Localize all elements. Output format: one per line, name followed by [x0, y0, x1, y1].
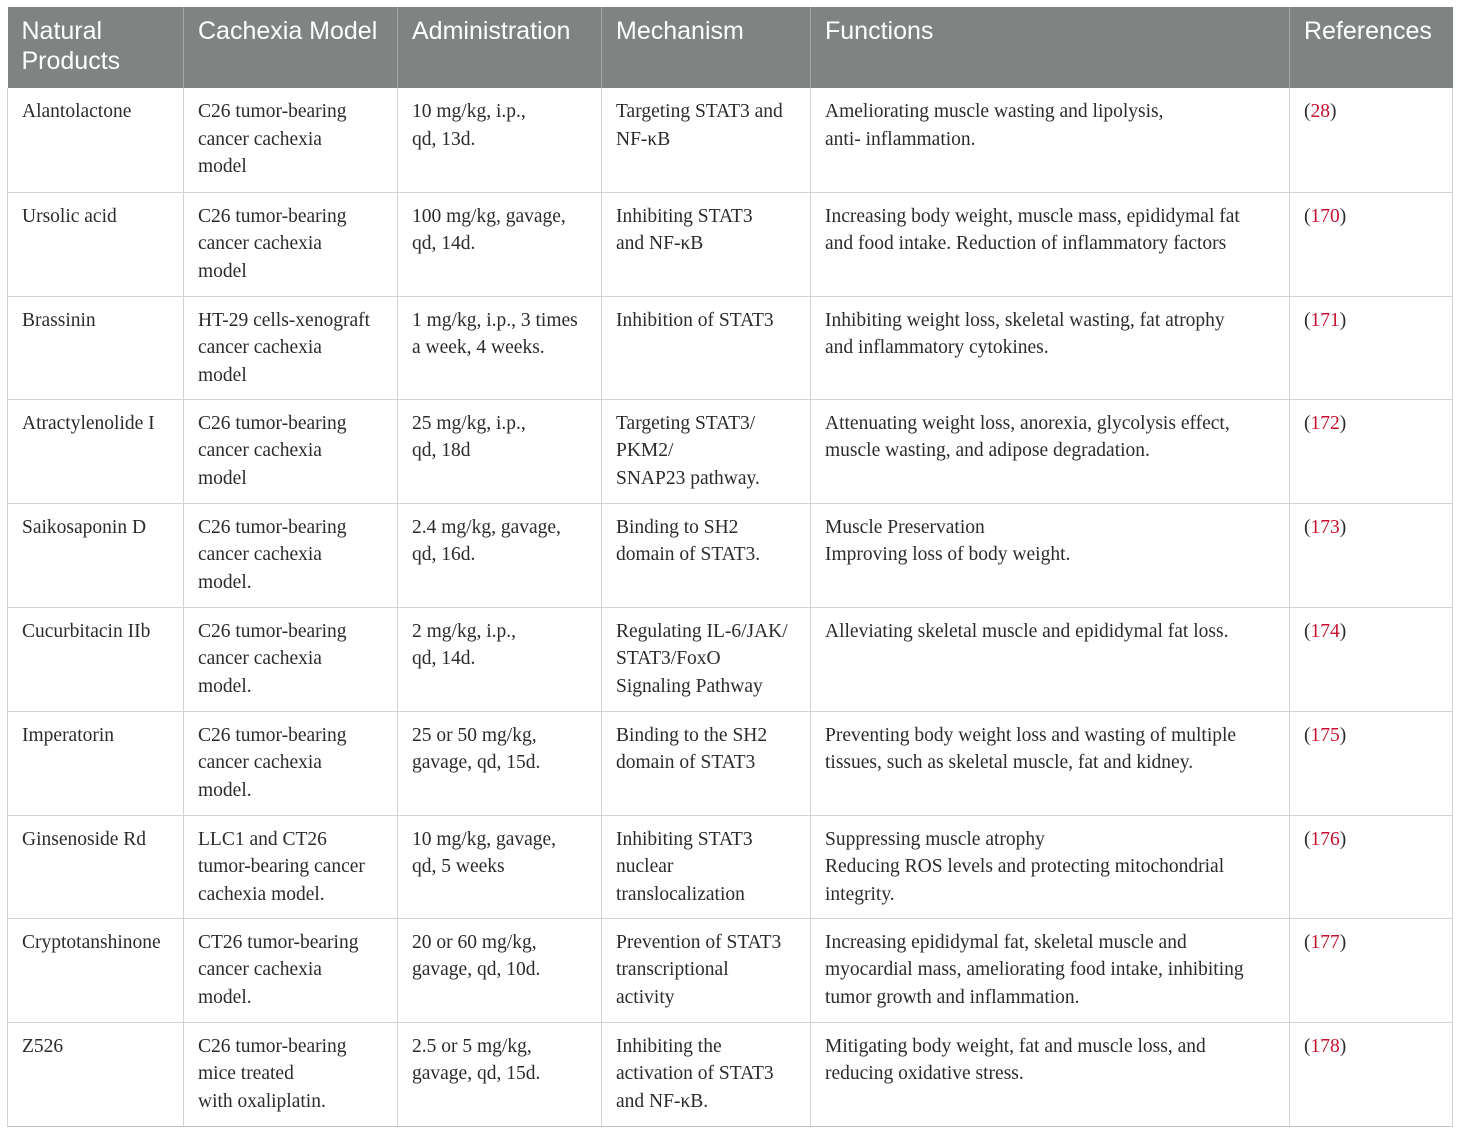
table-row — [8, 192, 1453, 296]
reference-open-paren: ( — [1304, 101, 1311, 122]
mechanism-cell: Inhibiting the activation of STAT3 and NF-κB. — [602, 1022, 811, 1126]
reference-close-paren: ) — [1330, 101, 1337, 122]
mechanism-cell: Targeting STAT3 and NF-κB — [602, 88, 811, 192]
functions-cell: Increasing body weight, muscle mass, epididymal fat and food intake. Reduction of inflammatory factors — [811, 192, 1290, 296]
reference-open-paren: ( — [1304, 412, 1311, 434]
table-row — [8, 399, 1453, 503]
mechanism-cell: Binding to the SH2 domain of STAT3 — [602, 711, 811, 815]
functions-cell: Suppressing muscle atrophy Reducing ROS levels and protecting mitochondrial integrity. — [811, 815, 1290, 918]
cachexia-model-cell: C26 tumor-bearing cancer cachexia model. — [184, 607, 398, 711]
header-natural-products: Natural Products — [8, 7, 184, 88]
natural-products-table — [7, 7, 1453, 1127]
table-row — [8, 711, 1453, 815]
product-name-cell: Alantolactone — [8, 88, 184, 192]
header-functions: Functions — [811, 7, 1290, 88]
reference-cell — [1290, 88, 1453, 192]
table-row — [8, 503, 1453, 607]
reference-link[interactable]: 28 — [1310, 101, 1330, 122]
cachexia-model-cell: HT-29 cells-xenograft cancer cachexia model — [184, 296, 398, 399]
reference-close-paren: ) — [1339, 516, 1347, 538]
administration-cell: 10 mg/kg, i.p., qd, 13d. — [398, 88, 602, 192]
functions-cell: Alleviating skeletal muscle and epididymal fat loss. — [811, 607, 1290, 711]
product-name-cell: Cucurbitacin IIb — [8, 607, 184, 711]
reference-open-paren: ( — [1304, 309, 1311, 331]
mechanism-cell: Targeting STAT3/ PKM2/ SNAP23 pathway. — [602, 399, 811, 503]
reference-open-paren: ( — [1304, 828, 1311, 850]
product-name-cell: Ursolic acid — [8, 192, 184, 296]
reference-link[interactable]: 177 — [1310, 931, 1340, 953]
reference-cell — [1290, 815, 1453, 918]
administration-cell: 10 mg/kg, gavage, qd, 5 weeks — [398, 815, 602, 918]
header-cachexia-model: Cachexia Model — [184, 7, 398, 88]
table-row — [8, 296, 1453, 399]
functions-cell: Preventing body weight loss and wasting of multiple tissues, such as skeletal muscle, fat and kidney. — [811, 711, 1290, 815]
administration-cell: 2 mg/kg, i.p., qd, 14d. — [398, 607, 602, 711]
reference-link[interactable]: 170 — [1310, 205, 1340, 227]
product-name-cell: Ginsenoside Rd — [8, 815, 184, 918]
mechanism-cell: Inhibiting STAT3 nuclear translocalization — [602, 815, 811, 918]
reference-open-paren: ( — [1304, 931, 1311, 953]
cachexia-model-cell: C26 tumor-bearing cancer cachexia model — [184, 88, 398, 192]
header-administration: Administration — [398, 7, 602, 88]
reference-open-paren: ( — [1304, 620, 1311, 642]
functions-cell: Ameliorating muscle wasting and lipolysis, anti- inflammation. — [811, 88, 1290, 192]
table-body — [8, 88, 1453, 1126]
administration-cell: 25 mg/kg, i.p., qd, 18d — [398, 399, 602, 503]
functions-cell: Attenuating weight loss, anorexia, glycolysis effect, muscle wasting, and adipose degradation. — [811, 399, 1290, 503]
mechanism-cell: Inhibition of STAT3 — [602, 296, 811, 399]
reference-open-paren: ( — [1304, 1035, 1311, 1057]
header-references: References — [1290, 7, 1453, 88]
table-row — [8, 607, 1453, 711]
product-name-cell: Z526 — [8, 1022, 184, 1126]
cachexia-model-cell: C26 tumor-bearing cancer cachexia model. — [184, 711, 398, 815]
reference-open-paren: ( — [1304, 516, 1311, 538]
cachexia-model-cell: C26 tumor-bearing mice treated with oxaliplatin. — [184, 1022, 398, 1126]
cachexia-model-cell: C26 tumor-bearing cancer cachexia model. — [184, 503, 398, 607]
cachexia-model-cell: C26 tumor-bearing cancer cachexia model — [184, 192, 398, 296]
reference-cell — [1290, 1022, 1453, 1126]
functions-cell: Muscle Preservation Improving loss of body weight. — [811, 503, 1290, 607]
functions-cell: Inhibiting weight loss, skeletal wasting, fat atrophy and inflammatory cytokines. — [811, 296, 1290, 399]
reference-close-paren: ) — [1339, 309, 1347, 331]
reference-link[interactable]: 171 — [1310, 309, 1340, 331]
reference-cell — [1290, 296, 1453, 399]
table-row — [8, 918, 1453, 1022]
administration-cell: 20 or 60 mg/kg, gavage, qd, 10d. — [398, 918, 602, 1022]
mechanism-cell: Prevention of STAT3 transcriptional activity — [602, 918, 811, 1022]
reference-cell — [1290, 192, 1453, 296]
reference-close-paren: ) — [1339, 412, 1347, 434]
reference-link[interactable]: 176 — [1310, 828, 1340, 850]
functions-cell: Mitigating body weight, fat and muscle loss, and reducing oxidative stress. — [811, 1022, 1290, 1126]
functions-cell: Increasing epididymal fat, skeletal muscle and myocardial mass, ameliorating food intake, inhibiting tumor growth and inflammation. — [811, 918, 1290, 1022]
administration-cell: 1 mg/kg, i.p., 3 times a week, 4 weeks. — [398, 296, 602, 399]
header-mechanism: Mechanism — [602, 7, 811, 88]
reference-cell — [1290, 918, 1453, 1022]
reference-close-paren: ) — [1339, 724, 1347, 746]
administration-cell: 2.5 or 5 mg/kg, gavage, qd, 15d. — [398, 1022, 602, 1126]
mechanism-cell: Binding to SH2 domain of STAT3. — [602, 503, 811, 607]
reference-close-paren: ) — [1339, 205, 1347, 227]
cachexia-model-cell: LLC1 and CT26 tumor-bearing cancer cachexia model. — [184, 815, 398, 918]
administration-cell: 25 or 50 mg/kg, gavage, qd, 15d. — [398, 711, 602, 815]
reference-close-paren: ) — [1339, 1035, 1347, 1057]
reference-open-paren: ( — [1304, 205, 1311, 227]
product-name-cell: Saikosaponin D — [8, 503, 184, 607]
product-name-cell: Brassinin — [8, 296, 184, 399]
reference-close-paren: ) — [1339, 828, 1347, 850]
reference-cell — [1290, 607, 1453, 711]
cachexia-model-cell: CT26 tumor-bearing cancer cachexia model. — [184, 918, 398, 1022]
reference-cell — [1290, 503, 1453, 607]
header-row — [8, 7, 1453, 88]
product-name-cell: Imperatorin — [8, 711, 184, 815]
reference-link[interactable]: 173 — [1310, 516, 1340, 538]
reference-close-paren: ) — [1339, 931, 1347, 953]
reference-link[interactable]: 172 — [1310, 412, 1340, 434]
reference-link[interactable]: 175 — [1310, 724, 1340, 746]
product-name-cell: Cryptotanshinone — [8, 918, 184, 1022]
product-name-cell: Atractylenolide I — [8, 399, 184, 503]
reference-close-paren: ) — [1339, 620, 1347, 642]
reference-cell — [1290, 711, 1453, 815]
reference-link[interactable]: 174 — [1310, 620, 1340, 642]
table-row — [8, 88, 1453, 192]
mechanism-cell: Regulating IL-6/JAK/ STAT3/FoxO Signaling Pathway — [602, 607, 811, 711]
table-row — [8, 815, 1453, 918]
administration-cell: 2.4 mg/kg, gavage, qd, 16d. — [398, 503, 602, 607]
cachexia-model-cell: C26 tumor-bearing cancer cachexia model — [184, 399, 398, 503]
reference-open-paren: ( — [1304, 724, 1311, 746]
administration-cell: 100 mg/kg, gavage, qd, 14d. — [398, 192, 602, 296]
mechanism-cell: Inhibiting STAT3 and NF-κB — [602, 192, 811, 296]
reference-cell — [1290, 399, 1453, 503]
reference-link[interactable]: 178 — [1310, 1035, 1340, 1057]
table-row — [8, 1022, 1453, 1126]
